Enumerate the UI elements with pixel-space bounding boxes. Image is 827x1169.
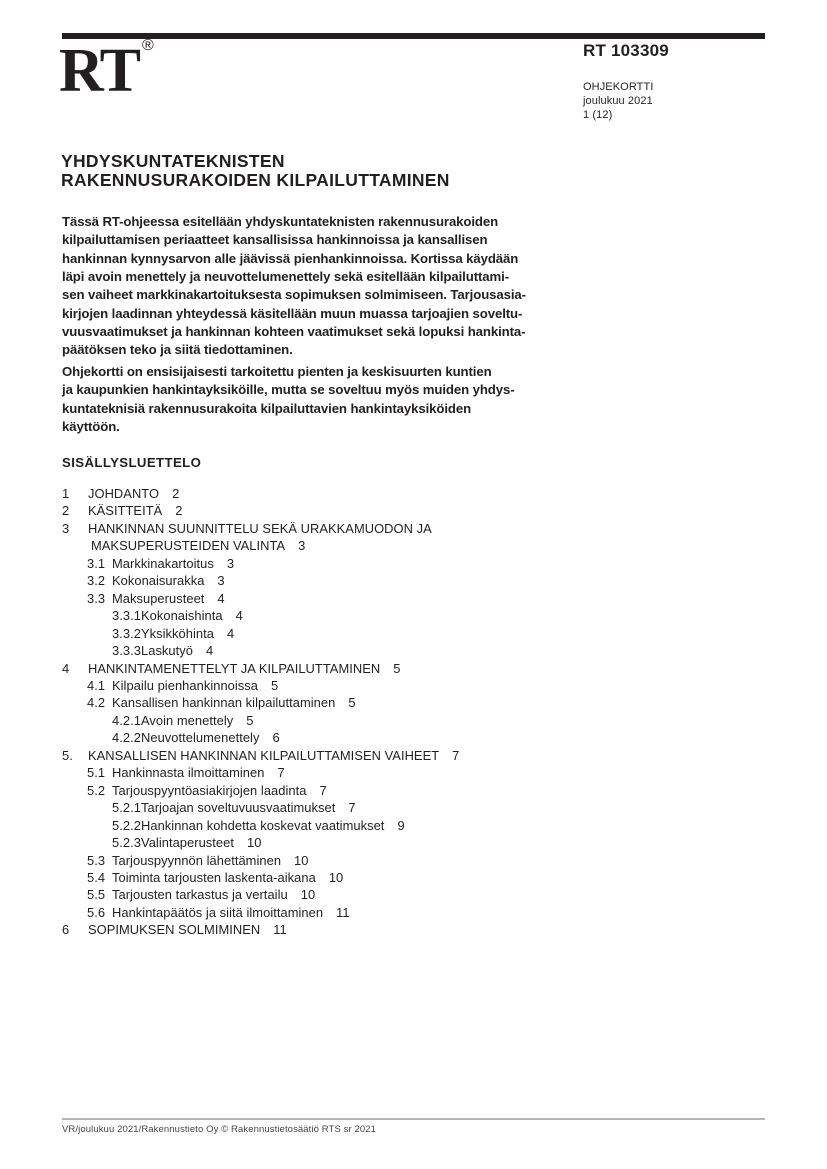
toc-entry-label: Laskutyö 4 bbox=[141, 643, 214, 659]
toc-entry bbox=[62, 747, 459, 764]
toc-entry-page: 5 bbox=[271, 677, 279, 693]
toc-entry-label: Maksuperusteet 4 bbox=[112, 590, 225, 606]
toc-entry bbox=[62, 712, 459, 729]
toc-entry-label: Kansallisen hankinnan kilpailuttaminen 5 bbox=[112, 695, 356, 711]
toc-entry-page: 4 bbox=[217, 590, 225, 606]
toc-entry bbox=[62, 677, 459, 694]
footer-credit: VR/joulukuu 2021/Rakennustieto Oy © Rakennustietosäätiö RTS sr 2021 bbox=[62, 1124, 377, 1135]
document-meta bbox=[583, 81, 653, 122]
toc-entry-number: 5.2.2 bbox=[112, 817, 141, 833]
toc-entry-page: 10 bbox=[328, 869, 344, 885]
text-line: vuusvaatimukset ja hankinnan kohteen vaatimukset sekä lopuksi hankinta- bbox=[62, 324, 526, 340]
toc-entry-label: Tarjouspyynnön lähettäminen 10 bbox=[112, 852, 309, 868]
toc-entry bbox=[62, 502, 459, 519]
text-line: Ohjekortti on ensisijaisesti tarkoitettu pienten ja keskisuurten kuntien bbox=[62, 364, 492, 379]
toc-entry-number: 3.2 bbox=[87, 573, 106, 589]
document-code: RT 103309 bbox=[583, 41, 669, 60]
toc-entry-number: 1 bbox=[62, 486, 70, 501]
toc-entry bbox=[62, 764, 459, 781]
footer-rule bbox=[62, 1118, 765, 1120]
toc-entry-page: 2 bbox=[172, 486, 180, 501]
page-title bbox=[61, 152, 450, 191]
toc-entry-number: 5. bbox=[62, 747, 73, 763]
toc-entry-number: 3.3 bbox=[87, 590, 106, 606]
toc-entry-label: Tarjousten tarkastus ja vertailu 10 bbox=[112, 887, 316, 903]
toc-entry-number: 5.2.1 bbox=[112, 800, 141, 816]
toc-entry bbox=[62, 572, 459, 589]
toc-entry-number: 4.1 bbox=[87, 677, 106, 693]
toc-entry bbox=[62, 729, 459, 746]
toc-entry-page: 5 bbox=[393, 660, 401, 676]
document-type: OHJEKORTTI bbox=[583, 81, 654, 93]
intro-paragraph-1 bbox=[62, 213, 526, 360]
toc-entry bbox=[62, 834, 459, 851]
toc-entry bbox=[62, 782, 459, 799]
toc-entry-page: 11 bbox=[273, 922, 287, 938]
toc-entry-page: 5 bbox=[348, 695, 356, 711]
toc-entry bbox=[62, 904, 459, 921]
toc-entry bbox=[62, 817, 459, 834]
toc-entry-page: 6 bbox=[272, 730, 280, 746]
toc-entry-number: 4.2 bbox=[87, 695, 106, 711]
toc-entry bbox=[62, 694, 459, 711]
text-line: ja kaupunkien hankintayksiköille, mutta se soveltuu myös muiden yhdys- bbox=[62, 382, 515, 398]
toc-entry-page: 10 bbox=[247, 835, 262, 851]
toc-entry-page: 4 bbox=[226, 625, 235, 641]
toc-entry-page: 7 bbox=[348, 800, 356, 816]
toc-entry bbox=[62, 852, 459, 869]
toc-entry-page: 4 bbox=[235, 608, 243, 624]
page-title-line1: YHDYSKUNTATEKNISTEN bbox=[61, 151, 285, 171]
toc-entry-label: Kokonaishinta 4 bbox=[141, 608, 243, 624]
toc-entry-number: 5.2 bbox=[87, 782, 106, 798]
toc-entry-label: KANSALLISEN HANKINNAN KILPAILUTTAMISEN VAIHEET 7 bbox=[88, 747, 460, 763]
toc-entry-label: Valintaperusteet 10 bbox=[141, 835, 262, 851]
toc-entry-page: 2 bbox=[175, 503, 183, 519]
toc-entry-number: 5.2.3 bbox=[112, 835, 141, 851]
toc-entry-label: Tarjouspyyntöasiakirjojen laadinta 7 bbox=[112, 782, 327, 798]
toc-entry-page: 7 bbox=[319, 782, 327, 798]
text-line: kilpailuttamisen periaatteet kansallisissa hankinnoissa ja kansallisen bbox=[62, 232, 488, 248]
toc-entry bbox=[62, 555, 459, 572]
toc-entry bbox=[62, 607, 459, 624]
toc-entry-label: Yksikköhinta 4 bbox=[141, 625, 235, 641]
toc-entry-number: 5.4 bbox=[87, 869, 106, 885]
toc-entry-label-line2: MAKSUPERUSTEIDEN VALINTA 3 bbox=[91, 538, 306, 554]
toc-entry-page: 4 bbox=[206, 643, 214, 659]
toc-entry-number: 5.3 bbox=[87, 852, 106, 868]
toc-entry-number: 5.6 bbox=[87, 904, 106, 920]
toc-entry-page: 3 bbox=[226, 555, 235, 571]
text-line: hankinnan kynnysarvon alle jäävissä pienhankinnoissa. Kortissa käydään bbox=[62, 250, 519, 266]
document-date: joulukuu 2021 bbox=[583, 94, 653, 107]
toc-entry-label: SOPIMUKSEN SOLMIMINEN 11 bbox=[88, 922, 287, 938]
toc-entry-page: 11 bbox=[336, 904, 350, 920]
toc-entry-label: Hankintapäätös ja siitä ilmoittaminen 11 bbox=[112, 904, 350, 920]
toc-entry-label: Tarjoajan soveltuvuusvaatimukset 7 bbox=[141, 800, 356, 816]
toc-entry-label: Avoin menettely 5 bbox=[141, 712, 254, 728]
toc-entry-number: 4 bbox=[62, 660, 70, 676]
table-of-contents bbox=[62, 485, 459, 939]
page-title-line2: RAKENNUSURAKOIDEN KILPAILUTTAMINEN bbox=[61, 170, 450, 191]
toc-entry-number: 3.1 bbox=[87, 555, 106, 571]
toc-entry-label: JOHDANTO 2 bbox=[88, 486, 180, 501]
toc-entry bbox=[62, 590, 459, 607]
toc-entry-label: KÄSITTEITÄ 2 bbox=[88, 503, 183, 519]
page-number: 1 (12) bbox=[583, 108, 613, 121]
toc-entry-page: 7 bbox=[277, 765, 285, 781]
toc-entry-page: 7 bbox=[452, 747, 460, 763]
text-line: Tässä RT-ohjeessa esitellään yhdyskuntateknisten rakennusurakoiden bbox=[62, 214, 499, 229]
toc-entry-number: 3.3.2 bbox=[112, 625, 141, 641]
toc-entry-page: 3 bbox=[217, 573, 225, 589]
toc-entry-label: Kokonaisurakka 3 bbox=[112, 573, 225, 589]
toc-entry-number: 5.1 bbox=[87, 765, 106, 781]
toc-entry-page: 10 bbox=[294, 852, 309, 868]
text-line: käyttöön. bbox=[62, 419, 120, 435]
toc-entry bbox=[62, 642, 459, 659]
header-rule bbox=[62, 33, 765, 39]
toc-entry-number: 6 bbox=[62, 922, 70, 938]
toc-entry-label: Markkinakartoitus 3 bbox=[112, 555, 235, 571]
text-line: sen vaiheet markkinakartoituksesta sopimuksen solmimiseen. Tarjousasia- bbox=[62, 287, 526, 303]
toc-entry-label: Toiminta tarjousten laskenta-aikana 10 bbox=[112, 869, 344, 885]
toc-entry-page: 3 bbox=[298, 538, 306, 554]
text-line: päätöksen teko ja siitä tiedottaminen. bbox=[62, 342, 293, 358]
toc-entry bbox=[62, 921, 459, 938]
toc-entry-number: 3 bbox=[62, 520, 70, 536]
toc-entry-label: HANKINNAN SUUNNITTELU SEKÄ URAKKAMUODON JA MAKSUPERUSTEIDEN VALINTA 3 bbox=[88, 520, 432, 554]
toc-entry-page: 9 bbox=[397, 817, 405, 833]
toc-entry bbox=[62, 520, 459, 555]
toc-entry-page: 5 bbox=[246, 712, 254, 728]
toc-entry bbox=[62, 625, 459, 642]
toc-entry-number: 3.3.1 bbox=[112, 608, 141, 624]
toc-entry bbox=[62, 886, 459, 903]
toc-entry-number: 5.5 bbox=[87, 887, 106, 903]
intro-paragraph-2 bbox=[62, 363, 515, 436]
toc-entry-label: Neuvottelumenettely 6 bbox=[141, 730, 280, 746]
text-line: läpi avoin menettely ja neuvottelumenettely sekä esitellään kilpailuttami- bbox=[62, 269, 509, 285]
toc-entry-label: HANKINTAMENETTELYT JA KILPAILUTTAMINEN 5 bbox=[88, 660, 401, 676]
toc-entry-number: 4.2.1 bbox=[112, 712, 141, 728]
toc-entry bbox=[62, 485, 459, 502]
toc-entry-label: Hankinnan kohdetta koskevat vaatimukset 9 bbox=[141, 817, 405, 833]
registered-trademark-icon: ® bbox=[141, 37, 154, 54]
toc-entry-label: Hankinnasta ilmoittaminen 7 bbox=[112, 765, 285, 781]
text-line: kirjojen laadinnan yhteydessä käsitellään muun muassa tarjoajien soveltu- bbox=[62, 305, 523, 321]
toc-entry-number: 4.2.2 bbox=[112, 730, 141, 746]
rt-logo bbox=[59, 37, 154, 105]
text-line: kuntateknisiä rakennusurakoita kilpailuttavien hankintayksiköiden bbox=[62, 400, 472, 416]
toc-entry bbox=[62, 869, 459, 886]
toc-entry-number: 3.3.3 bbox=[112, 643, 141, 659]
toc-entry-label: Kilpailu pienhankinnoissa 5 bbox=[112, 677, 279, 693]
toc-entry-number: 2 bbox=[62, 503, 70, 519]
toc-entry bbox=[62, 660, 459, 677]
toc-entry bbox=[62, 799, 459, 816]
toc-entry-page: 10 bbox=[300, 887, 316, 903]
rt-logo-text: RT bbox=[59, 37, 139, 105]
toc-heading: SISÄLLYSLUETTELO bbox=[62, 455, 202, 470]
